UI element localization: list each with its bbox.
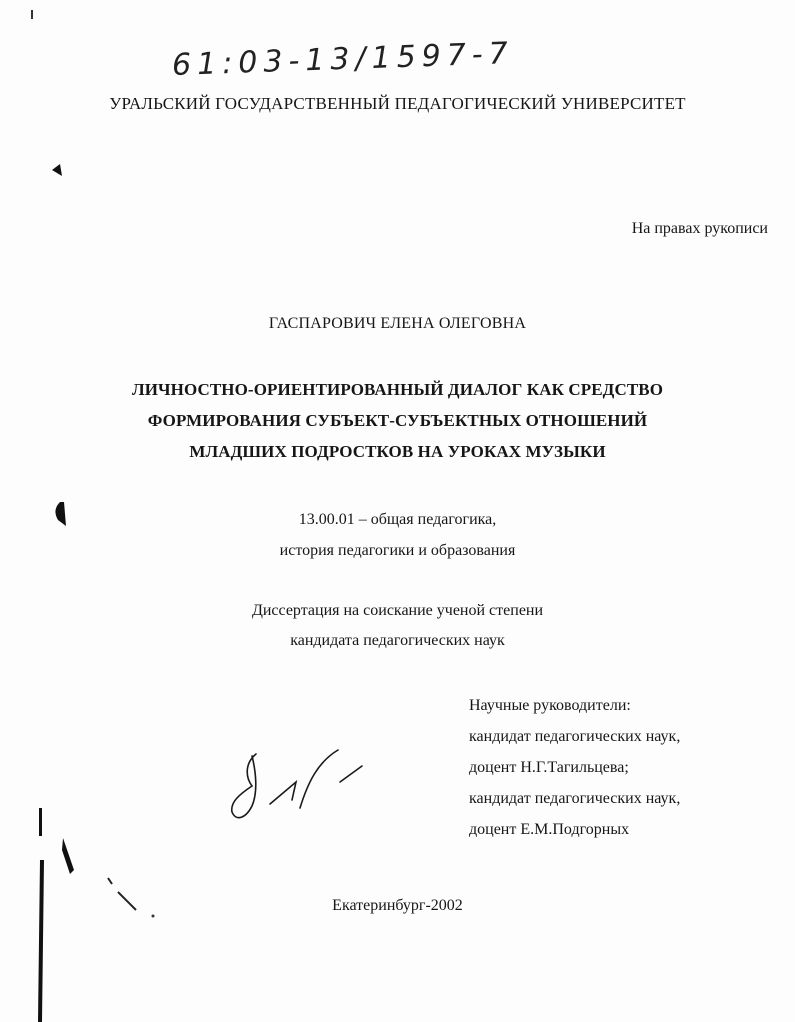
handwritten-catalog-code: 61:03-13/1597-7 (171, 36, 515, 83)
handwritten-signature (222, 742, 382, 838)
scan-mark-upper (52, 164, 62, 176)
dissertation-title (0, 374, 795, 467)
supervisor-line: кандидат педагогических наук, (469, 790, 681, 807)
degree-line: Диссертация на соискание ученой степени (251, 602, 544, 619)
rights-note: На правах рукописи (631, 220, 768, 237)
scan-mark-left-bar (39, 808, 42, 836)
degree-line: кандидата педагогических наук (290, 632, 505, 649)
supervisors-block (469, 690, 680, 845)
supervisor-line: доцент Е.М.Подгорных (469, 821, 630, 838)
supervisor-line: кандидат педагогических наук, (469, 728, 681, 745)
title-line: ЛИЧНОСТНО-ОРИЕНТИРОВАННЫЙ ДИАЛОГ КАК СРЕДСТВО (131, 380, 664, 399)
specialty-line: история педагогики и образования (279, 542, 516, 559)
specialty-line: 13.00.01 – общая педагогика, (298, 511, 497, 528)
dissertation-degree (0, 596, 795, 656)
scan-mark-hook (62, 838, 74, 874)
specialty (0, 504, 795, 566)
author-name: ГАСПАРОВИЧ ЕЛЕНА ОЛЕГОВНА (268, 315, 527, 332)
supervisors-heading: Научные руководители: (469, 697, 631, 714)
title-line: МЛАДШИХ ПОДРОСТКОВ НА УРОКАХ МУЗЫКИ (189, 442, 606, 461)
scan-mark-left-edge (38, 860, 44, 1022)
title-line: ФОРМИРОВАНИЯ СУБЪЕКТ-СУБЪЕКТНЫХ ОТНОШЕНИЙ (147, 411, 648, 430)
supervisor-line: доцент Н.Г.Тагильцева; (469, 759, 629, 776)
city-year: Екатеринбург-2002 (332, 897, 463, 914)
university-name: УРАЛЬСКИЙ ГОСУДАРСТВЕННЫЙ ПЕДАГОГИЧЕСКИЙ УНИВЕРСИТЕТ (109, 94, 686, 113)
scan-mark-top (31, 10, 33, 19)
